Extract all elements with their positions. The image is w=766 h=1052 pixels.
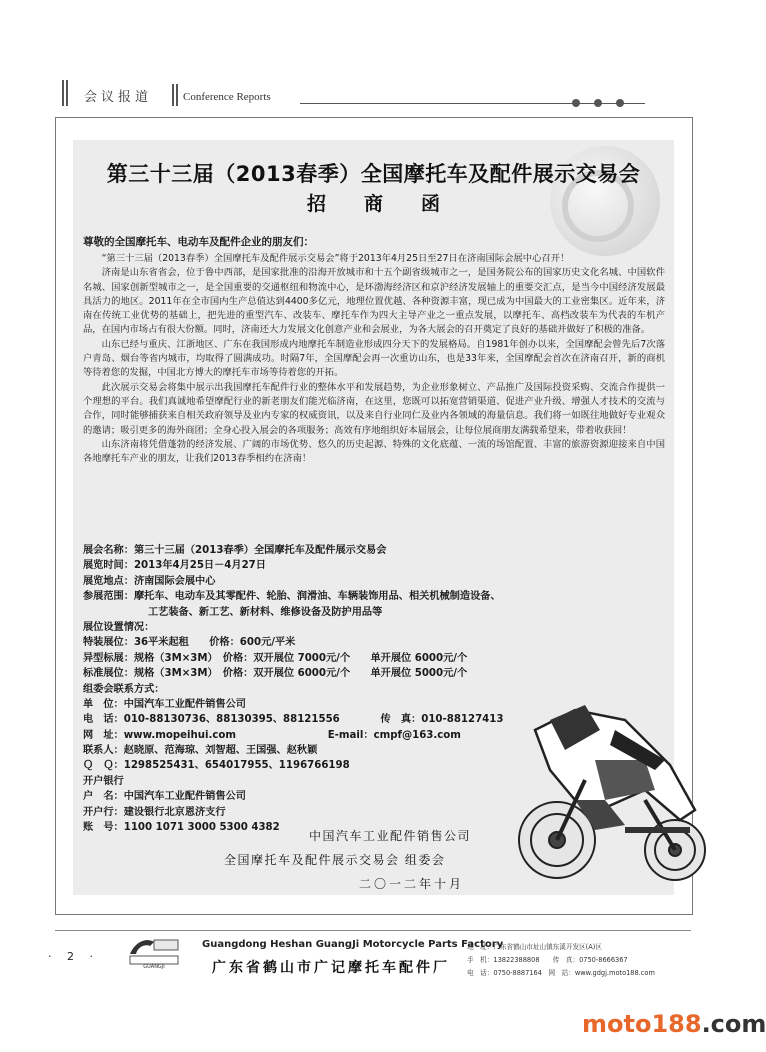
info-value: 36平米起租 价格：600元/平米 <box>133 637 296 649</box>
greeting: 尊敬的全国摩托车、电动车及配件企业的朋友们： <box>83 236 314 248</box>
signature-date: 二〇一二年十月 <box>359 877 465 891</box>
info-row <box>83 558 553 573</box>
paragraph: 此次展示交易会将集中展示出我国摩托车配件行业的整体水平和发展趋势，为企业形象树立、产品推广及国际投资采购、交流合作提供一个理想的平台。我们真诚地希望摩配行业的新老朋友们能光临济南，在这里，您既可以拓宽营销渠道、促进产业升级、增强人才技术的交流与合作，同时能够捕获来自相关政府领导及业内专家的权威资讯，以及来自行业同仁及业内各领域的海量信息。我们将一如既往地做好专业观众的邀请；吸引更多的海外商团；全身心投入展会的各项服务；高效有序地组织好本届展会，让每位展商朋友满载希望来，带着收获回！ <box>83 381 665 436</box>
signature-committee: 全国摩托车及配件展示交易会 组委会 <box>224 853 446 867</box>
info-value: www.mopeihui.com E-mail：cmpf@163.com <box>123 729 461 741</box>
info-label: 电 话： <box>83 714 124 726</box>
watermark-suffix: .com <box>701 1010 766 1038</box>
section-title-en: Conference Reports <box>183 91 271 103</box>
paragraph: 山东已经与重庆、江浙地区、广东在我国形成内地摩托车制造业形成四分天下的发展格局。自1981年创办以来，全国摩配会曾先后7次落户青岛、烟台等省内城市，均取得了圆满成功。时隔7年，全国摩配会再一次重访山东，也是33年来，全国摩配会首次在济南召开，新的商机等待着您的发掘，中国北方博大的摩托车市场等待着您的开拓。 <box>83 338 665 379</box>
info-row <box>83 789 553 804</box>
factory-name-cn: 广东省鹤山市广记摩托车配件厂 <box>212 960 450 976</box>
info-label: 展览时间： <box>83 560 134 572</box>
info-label: 联系人： <box>83 745 124 757</box>
info-row <box>83 805 553 820</box>
info-label: 网 址： <box>83 729 124 741</box>
info-row <box>83 620 553 635</box>
info-value: 第三十三届（2013春季）全国摩托车及配件展示交易会 <box>133 545 387 556</box>
info-row <box>83 758 553 773</box>
info-value: 建设银行北京恩济支行 <box>123 806 226 818</box>
info-value: 赵晓原、范海琼、刘智超、王国强、赵秋颖 <box>123 745 318 757</box>
info-value: 摩托车、电动车及其零配件、轮胎、润滑油、车辆装饰用品、相关机械制造设备、 <box>133 591 501 603</box>
info-label: 参展范围： <box>83 591 134 603</box>
info-row <box>83 574 553 589</box>
company-logo <box>128 936 180 970</box>
logo-text: GUANGJI <box>143 964 165 970</box>
paragraph: “第三十三届（2013春季）全国摩托车及配件展示交易会”将于2013年4月25日至27日在济南国际会展中心召开！ <box>101 253 570 264</box>
info-row <box>83 728 553 743</box>
footer-rule <box>55 930 691 931</box>
info-label: 特装展位： <box>83 637 134 649</box>
header-dot-icon <box>594 99 602 107</box>
paragraph: 济南是山东省省会，位于鲁中西部，是国家批准的沿海开放城市和十五个副省级城市之一，是国务院公布的国家历史文化名城、中国软件名城、国家创新型城市之一，是全国重要的交通枢纽和物流中心，是环渤海经济区和京沪经济发展轴上的重要交汇点，是当今中国经济发展最具活力的地区。2011年在全市国内生产总值达到4400多亿元，地理位置优越、各种资源丰富，现已成为中国最大的工业密集区。近年来，济南在传统工业优势的基础上，把先进的重型汽车、改装车、摩托车作为四大主导产业之一重点发展，以摩托车、高档改装车为代表的车机产品，在国内市场占有很大份额。同时，济南还大力发展文化创意产业和会展业，为各大展会的召开奠定了良好的基础并做好了积极的准备。 <box>83 267 665 336</box>
info-row <box>83 605 553 620</box>
info-value: 规格（3M×3M） 价格：双开展位 7000元/个 单开展位 6000元/个 <box>133 652 468 664</box>
info-value: 1298525431、654017955、1196766198 <box>123 760 350 772</box>
info-label: 户 名： <box>83 791 124 803</box>
page-title: 第三十三届（2013春季）全国摩托车及配件展示交易会 <box>106 162 641 186</box>
header-bars-2 <box>172 84 180 106</box>
watermark-main: moto188 <box>582 1010 702 1038</box>
info-value: 济南国际会展中心 <box>133 575 216 587</box>
info-row <box>83 589 553 604</box>
factory-contact: 电 话：0750-8887164 网 站：www.gdgj.moto188.com <box>467 969 655 977</box>
info-label: 开户行： <box>83 806 124 818</box>
info-row <box>83 635 553 650</box>
signature-company: 中国汽车工业配件销售公司 <box>309 829 472 843</box>
body-text <box>83 252 665 466</box>
info-label: Ｑ Ｑ： <box>83 760 124 772</box>
info-label: 展览地点： <box>83 575 134 587</box>
info-value: 中国汽车工业配件销售公司 <box>123 791 246 803</box>
info-value: 1100 1071 3000 5300 4382 <box>123 822 280 834</box>
page-number: · 2 · <box>48 950 99 963</box>
header-dot-icon <box>616 99 624 107</box>
watermark <box>582 1010 766 1038</box>
factory-phone: 手 机：13822388808 传 真：0750-8666367 <box>467 956 628 964</box>
info-row <box>83 651 553 666</box>
section-title-cn: 会议报道 <box>84 90 153 105</box>
info-row <box>83 774 553 789</box>
exhibition-info <box>83 543 553 835</box>
info-label: 展会名称： <box>83 545 134 556</box>
page-subtitle: 招商函 <box>306 193 478 215</box>
info-label: 单 位： <box>83 698 124 710</box>
info-label: 标准展位： <box>83 668 134 680</box>
header-dot-icon <box>572 99 580 107</box>
info-label: 展位设置情况： <box>83 621 155 633</box>
factory-name-en: Guangdong Heshan GuangJi Motorcycle Parts Factory <box>202 939 504 950</box>
info-value: 工艺装备、新工艺、新材料、维修设备及防护用品等 <box>148 606 383 618</box>
paragraph: 山东济南将凭借蓬勃的经济发展、广阔的市场优势、悠久的历史起源、特殊的文化底蕴、一流的场馆配置、丰富的旅游资源迎接来自中国各地摩托车产业的朋友，让我们2013春季相约在济南！ <box>83 438 665 465</box>
info-row <box>83 682 553 697</box>
info-value: 中国汽车工业配件销售公司 <box>123 698 246 710</box>
info-row <box>83 666 553 681</box>
info-row <box>83 543 553 558</box>
info-row <box>83 743 553 758</box>
info-value: 规格（3M×3M） 价格：双开展位 6000元/个 单开展位 5000元/个 <box>133 668 468 680</box>
factory-address: 地 址：广东省鹤山市址山镇东溪开发区(A)区 <box>467 943 602 951</box>
info-value: 2013年4月25日－4月27日 <box>133 560 266 572</box>
info-label: 开户银行 <box>83 775 124 787</box>
info-row <box>83 712 553 727</box>
info-label: 账 号： <box>83 822 124 834</box>
info-value: 010-88130736、88130395、88121556 传 真：010-88127413 <box>123 714 504 726</box>
header-bars <box>62 80 70 106</box>
info-label: 组委会联系方式： <box>83 683 165 695</box>
info-row <box>83 697 553 712</box>
info-label: 异型标展： <box>83 652 134 664</box>
